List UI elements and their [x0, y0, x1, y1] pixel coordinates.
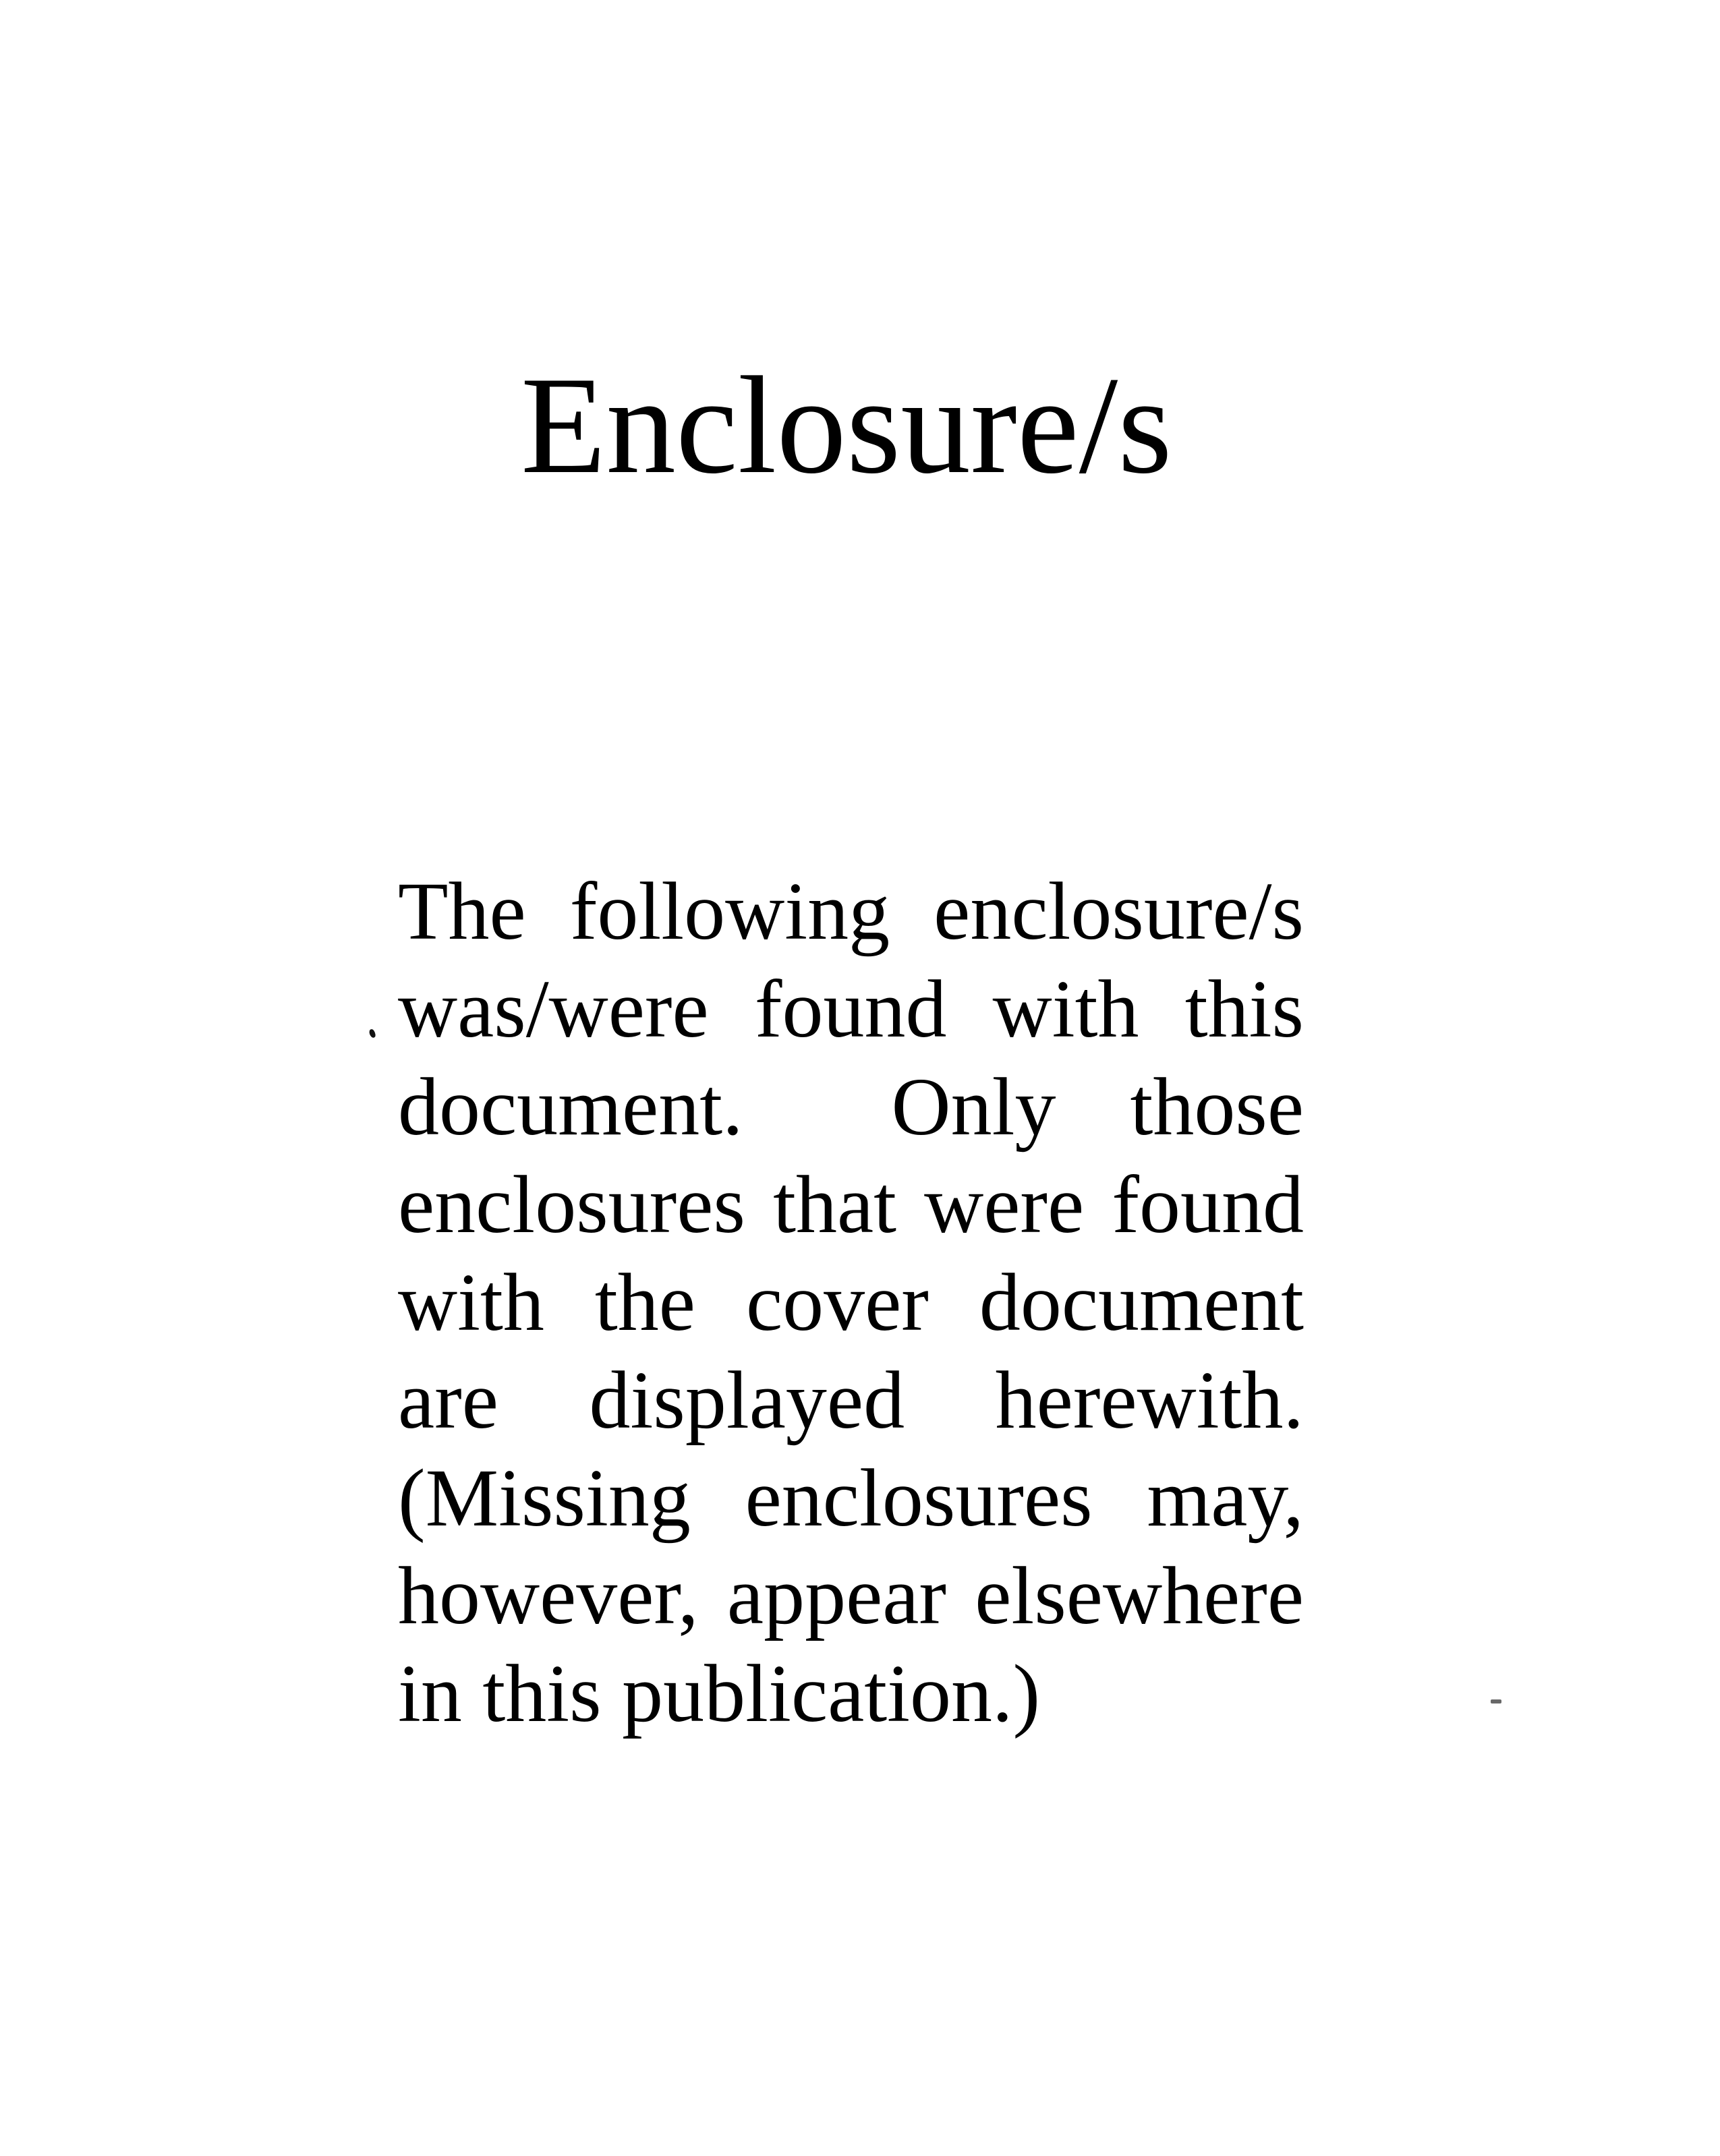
enclosure-notice-paragraph: [398, 863, 1304, 1743]
page-title: Enclosure/s: [521, 348, 1172, 502]
paragraph-line: The following enclosure/s: [398, 866, 1304, 957]
paragraph-line: enclosures that were found: [398, 1159, 1304, 1250]
scan-dash-artifact: [1491, 1699, 1501, 1703]
paragraph-line: however, appear elsewhere: [398, 1550, 1304, 1641]
paragraph-line: in this publication.): [398, 1648, 1041, 1739]
paragraph-line: with the cover document: [398, 1257, 1304, 1348]
paragraph-line: was/were found with this: [398, 964, 1304, 1055]
paragraph-line: are displayed herewith.: [398, 1355, 1304, 1446]
ink-speck-artifact: [368, 1028, 376, 1039]
paragraph-line: (Missing enclosures may,: [398, 1453, 1304, 1544]
paragraph-line: document. Only those: [398, 1061, 1304, 1153]
